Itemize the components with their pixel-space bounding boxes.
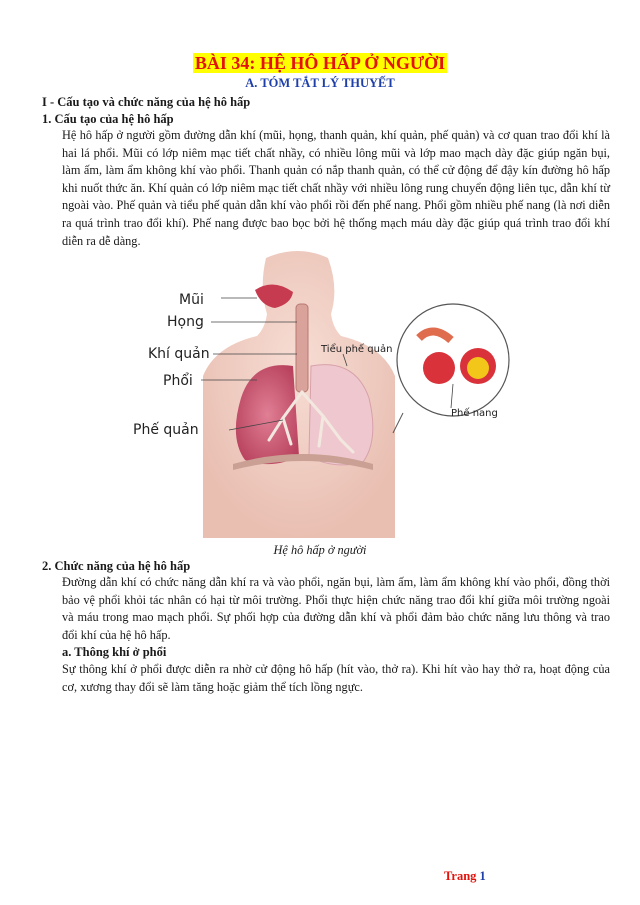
label-phe-nang: Phế nang: [451, 408, 498, 419]
label-tieu-phe-quan: Tiểu phế quản: [321, 344, 393, 355]
subsection-heading: 2. Chức năng của hệ hô hấp: [42, 559, 191, 573]
section-heading: I - Cấu tạo và chức năng của hệ hô hấp: [42, 95, 251, 109]
label-phoi: Phổi: [163, 373, 193, 389]
subsection-heading: 1. Cấu tạo của hệ hô hấp: [42, 112, 174, 126]
page-label: Trang: [444, 869, 477, 883]
respiratory-system-figure: [133, 248, 523, 538]
body-paragraph: Hệ hô hấp ở người gồm đường dẫn khí (mũi, họng, thanh quản, khí quản, phế quản) và cơ quan trao đổi khí là hai lá phổi. Mũi có lớp niêm mạc tiết chất nhầy, có nhiều lông mũi và lớp mao mạch dày đặc giúp ngăn bụi, làm ấm, làm ẩm không khí vào phổi. Thanh quản có nắp thanh quản, có thể cử động để đậy kín đường hô hấp khi nuốt thức ăn. Khí quản có lớp niêm mạc tiết chất nhầy với nhiều lông rung chuyển động liên tục, dẫn khí từ ngoài vào. Phế quản và tiểu phế quản dẫn khí vào phổi rồi đến phế nang. Phổi gồm nhiều phế nang (là nơi diễn ra quá trình trao đổi khí). Phế nang được bao bọc bởi hệ thống mạch máu dày đặc giúp quá trình trao đổi khí diễn ra dễ dàng.: [62, 128, 610, 248]
body-paragraph: Đường dẫn khí có chức năng dẫn khí ra và vào phổi, ngăn bụi, làm ấm, làm ẩm không khí vào phổi, đồng thời bảo vệ phổi khỏi tác nhân có hại từ môi trường. Phổi thực hiện chức năng trao đổi khí giữa môi trường ngoài và máu trong mao mạch phổi. Sự phối hợp của đường dẫn khí và phổi đảm bảo chức năng lưu thông và trao đổi khí của hệ hô hấp.: [62, 575, 610, 642]
label-khi-quan: Khí quản: [148, 346, 210, 362]
subsection-heading: a. Thông khí ở phổi: [62, 645, 167, 659]
label-mui: Mũi: [179, 292, 204, 308]
page-footer: [444, 869, 486, 884]
trachea: [296, 304, 308, 392]
section-subtitle: A. TÓM TẮT LÝ THUYẾT: [245, 76, 395, 90]
figure-caption: Hệ hô hấp ở người: [273, 543, 367, 557]
page-title: BÀI 34: HỆ HÔ HẤP Ở NGƯỜI: [194, 53, 446, 73]
label-phe-quan: Phế quản: [133, 422, 199, 438]
body-paragraph: Sự thông khí ở phổi được diễn ra nhờ cử động hô hấp (hít vào, thở ra). Khi hít vào hay thở ra, hoạt động của cơ, xương thay đổi sẽ làm tăng hoặc giảm thể tích lồng ngực.: [62, 662, 610, 694]
label-hong: Họng: [167, 314, 204, 330]
page-number: 1: [479, 869, 486, 883]
